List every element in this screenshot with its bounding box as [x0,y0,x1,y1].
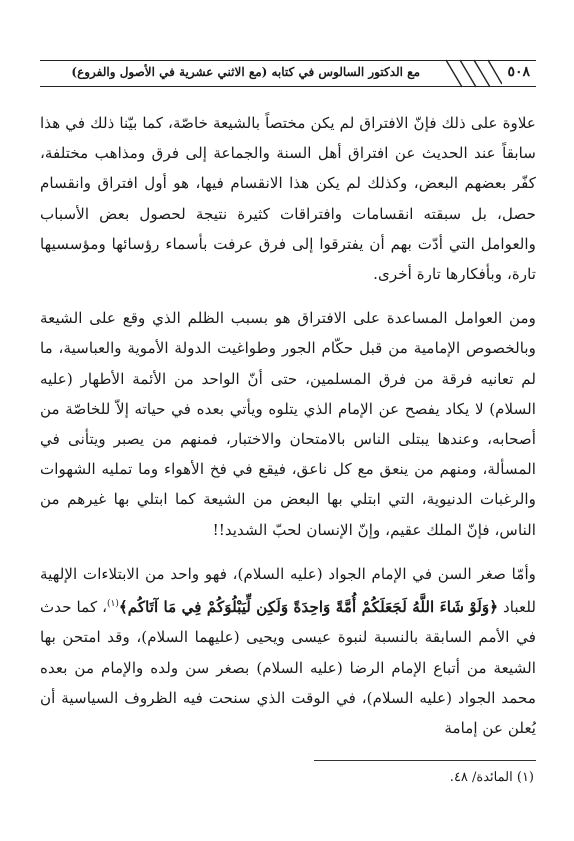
footnote: (١) المائدة/ ٤٨. [449,770,534,785]
header-slash-ornament [440,57,502,91]
footnote-separator [314,760,536,761]
running-title: مع الدكتور السالوس في كتابه (مع الاثني عشرية في الأصول والفروع) [71,65,420,79]
paragraph-3-before: وأمّا صغر السن في الإمام الجواد (عليه السلام)، فهو واحد من الابتلاءات الإلهية للعباد [40,564,536,617]
page-number: ٥٠٨ [507,64,530,80]
paragraph-3 [40,559,536,743]
running-header [40,57,536,91]
body-text [40,108,536,743]
quran-verse: ﴿وَلَوْ شَاءَ اللَّهُ لَجَعَلَكُمْ أُمَّةً وَاحِدَةً وَلَكِن لِّيَبْلُوَكُمْ فِي مَا آتَاكُم﴾ [118,598,499,617]
paragraph-2: ومن العوامل المساعدة على الافتراق هو بسبب الظلم الذي وقع على الشيعة وبالخصوص الإمامية من قبل حكّام الجور وطواغيت الدولة الأموية والعباسية، ما لم تعانيه فرقة من فرق المسلمين، حتى أنّ الواحد من الأئمة الأطهار (عليه السلام) لا يكاد يفصح عن الإمام الذي يتلوه ويأتي بعده في حياته إلاّ للخاصّة من أصحابه، وعندها يبتلى الناس بالامتحان والاختبار، فمنهم من يصبر ويتأنى في المسألة، ومنهم من ينعق مع كل ناعق، فيقع في فخ الأهواء وما تمليه الشهوات والرغبات الدنيوية، التي ابتلي بها البعض من الشيعة كما ابتلي بها غيرهم من الناس، فإنّ الملك عقيم، وإنّ الإنسان لحبّ الشديد!! [40,309,536,539]
paragraph-1: علاوة على ذلك فإنّ الافتراق لم يكن مختصاً بالشيعة خاصّة، كما بيّنا ذلك في هذا سابقاً عند الحديث عن افتراق أهل السنة والجماعة إلى فرق ومذاهب مختلفة، كفّر بعضهم البعض، وكذلك لم يكن هذا الانقسام فيها، هو أول افتراق وانقسام حصل، بل سبقته انقسامات وافتراقات كثيرة نتيجة لحصول بعض الأسباب والعوامل التي أدّت بهم أن يفترقوا إلى فرق عرفت بأسماء رؤسائها ومؤسسيها تارة، وبأفكارها تارة أخرى. [40,114,536,284]
footnote-marker[interactable]: (١) [106,599,119,610]
paragraph-3-after: ، كما حدث في الأمم السابقة بالنسبة لنبوة عيسى ويحيى (عليهما السلام)، وقد امتحن بها الشيعة من أتباع الإمام الرضا (عليه السلام) بصغر سن ولده والإمام من بعده محمد الجواد (عليه السلام)، في الوقت الذي سنحت فيه الظروف السياسية أن يُعلن عن إمامة [40,598,536,737]
